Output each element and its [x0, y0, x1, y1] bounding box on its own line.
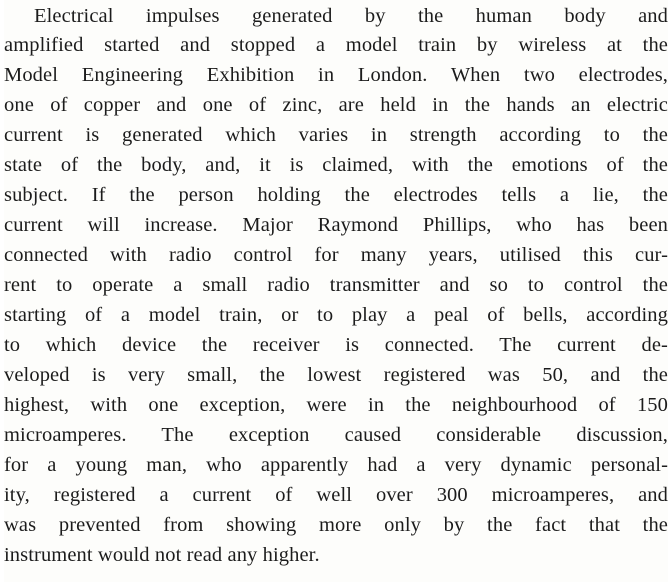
article-line: one of copper and one of zinc, are held in the hands an electric: [4, 94, 668, 116]
article-line: Model Engineering Exhibition in London. When two electrodes,: [4, 64, 668, 86]
article-line: veloped is very small, the lowest registered was 50, and the: [4, 364, 668, 386]
article-page: [4, 0, 668, 582]
article-line: subject. If the person holding the electrodes tells a lie, the: [4, 184, 668, 206]
article-line: for a young man, who apparently had a very dynamic personal-: [4, 454, 668, 476]
article-line: amplified started and stopped a model train by wireless at the: [4, 34, 668, 56]
article-line: ity, registered a current of well over 300 microamperes, and: [4, 484, 668, 506]
article-line: starting of a model train, or to play a peal of bells, according: [4, 304, 668, 326]
article-line: to which device the receiver is connected. The current de-: [4, 334, 668, 356]
article-line: state of the body, and, it is claimed, with the emotions of the: [4, 154, 668, 176]
article-line: connected with radio control for many years, utilised this cur-: [4, 244, 668, 266]
article-line: current will increase. Major Raymond Phillips, who has been: [4, 214, 668, 236]
article-line: highest, with one exception, were in the neighbourhood of 150: [4, 394, 668, 416]
article-line: current is generated which varies in strength according to the: [4, 124, 668, 146]
article-line: rent to operate a small radio transmitter and so to control the: [4, 274, 668, 296]
article-line: microamperes. The exception caused considerable discussion,: [4, 424, 668, 446]
article-line: was prevented from showing more only by the fact that the: [4, 514, 668, 536]
article-line: instrument would not read any higher.: [4, 544, 320, 566]
article-line: Electrical impulses generated by the human body and: [34, 5, 668, 27]
